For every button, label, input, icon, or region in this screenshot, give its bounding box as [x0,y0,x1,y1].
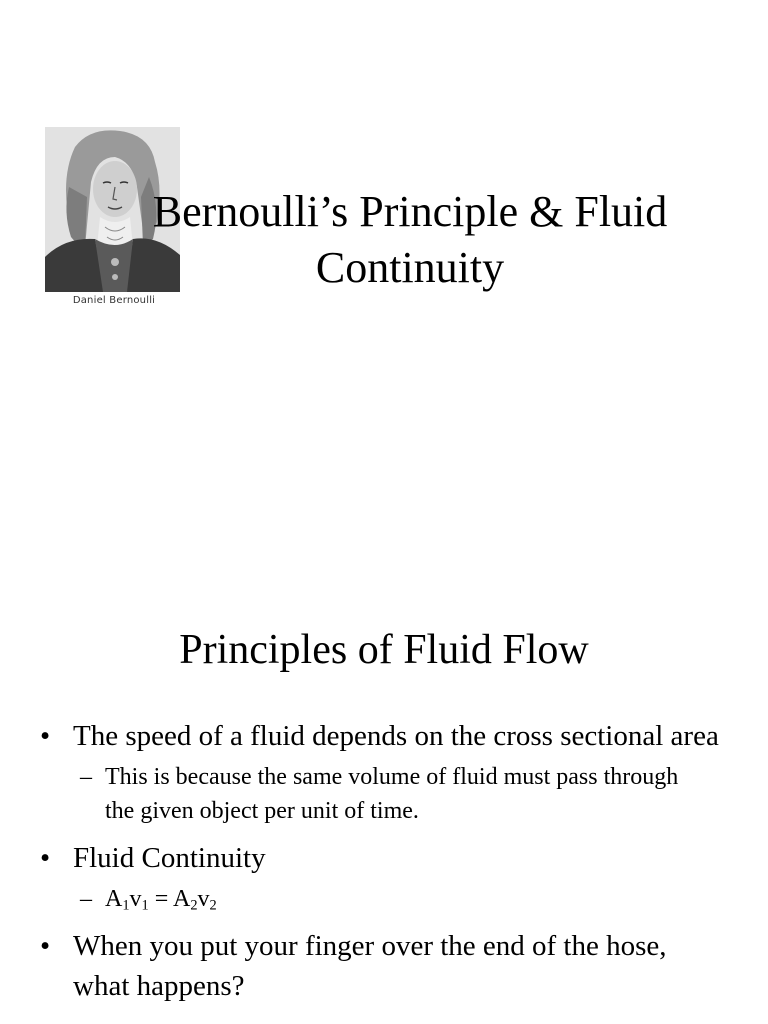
sub-bullet-text: This is because the same volume of fluid must pass through the given object per unit of time. [105,764,679,824]
bullet-text: The speed of a fluid depends on the cross sectional area [73,720,719,752]
title-line-1: Bernoulli’s Principle & Fluid [152,187,668,236]
continuity-equation: $A_1v_1 = A_2v_2$ [105,886,217,914]
bullet-text: When you put your finger over the end of the hose, what happens? [73,930,667,1002]
slide-title [100,184,720,296]
bullet-item [0,716,768,756]
sub-bullet-item [0,760,768,828]
bullet-dot-icon: • [40,842,51,874]
bullet-dot-icon: • [40,720,51,752]
bullet-item [0,926,768,1006]
bullet-dot-icon: • [40,930,51,962]
sub-bullet-dash: – [80,764,92,790]
content-slide [0,580,768,1024]
bullet-list [0,716,768,1006]
title-slide [0,0,768,500]
bullet-item [0,838,768,878]
sub-bullet-equation [0,882,768,916]
portrait-caption: Daniel Bernoulli [72,295,156,306]
slide-heading: Principles of Fluid Flow [179,627,589,673]
bullet-text: Fluid Continuity [73,842,266,874]
sub-bullet-dash: – [80,886,92,912]
title-line-2: Continuity [315,243,505,292]
